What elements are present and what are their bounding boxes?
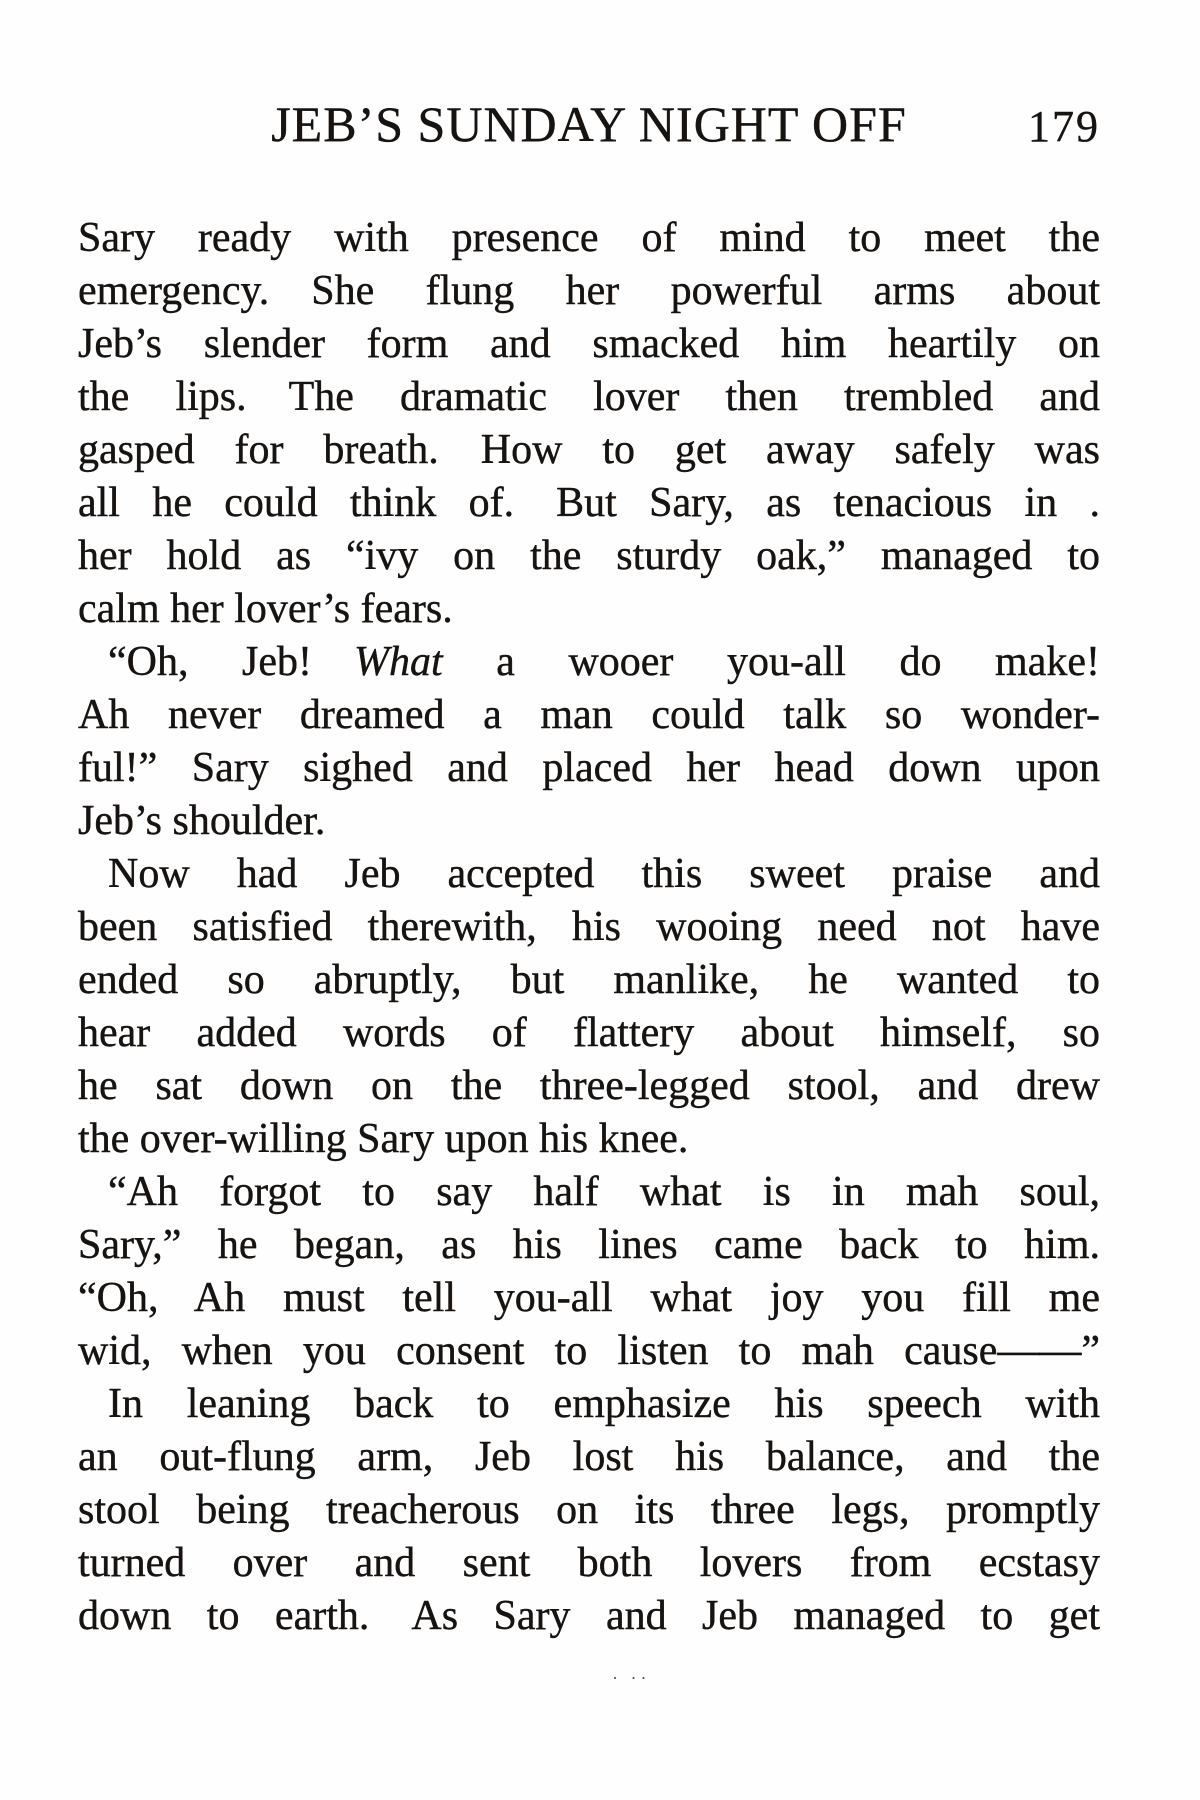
chapter-title: JEB’S SUNDAY NIGHT OFF — [271, 96, 907, 152]
text-segment: hear added words of flattery about himself, so — [78, 1010, 1100, 1056]
text-line — [78, 1166, 1100, 1219]
text-line — [78, 1378, 1100, 1431]
text-segment: gasped for breath. How to get away safely was — [78, 427, 1100, 473]
text-line — [78, 1060, 1100, 1113]
text-line — [78, 477, 1100, 530]
text-segment: been satisfied therewith, his wooing need not have — [78, 904, 1100, 950]
text-line — [78, 1590, 1100, 1643]
text-line — [78, 742, 1100, 795]
text-line — [78, 1325, 1100, 1378]
paragraph — [78, 636, 1100, 848]
text-line — [78, 636, 1100, 689]
paragraph — [78, 1166, 1100, 1378]
text-line — [78, 1272, 1100, 1325]
text-segment: Jeb’s slender form and smacked him heartily on — [78, 321, 1100, 367]
text-line — [78, 1113, 1100, 1166]
text-segment: emergency. She flung her powerful arms about — [78, 268, 1100, 314]
text-segment: Sary ready with presence of mind to meet the — [78, 215, 1100, 261]
text-line — [78, 1431, 1100, 1484]
text-line — [78, 848, 1100, 901]
text-line — [78, 318, 1100, 371]
paragraph — [78, 212, 1100, 636]
scan-speckle-artifact: · ·· — [612, 1668, 651, 1688]
text-segment: calm her lover’s fears. — [78, 586, 453, 632]
text-line — [78, 1484, 1100, 1537]
body-text — [78, 212, 1100, 1643]
text-line — [78, 689, 1100, 742]
text-segment: down to earth. As Sary and Jeb managed to get — [78, 1593, 1100, 1639]
text-line — [78, 424, 1100, 477]
text-segment: “Oh, Ah must tell you-all what joy you fill me — [78, 1275, 1100, 1321]
text-segment: Now had Jeb accepted this sweet praise and — [108, 851, 1100, 897]
paragraph — [78, 1378, 1100, 1643]
text-segment: In leaning back to emphasize his speech with — [108, 1381, 1100, 1427]
text-segment: “Ah forgot to say half what is in mah soul, — [108, 1169, 1100, 1215]
text-line — [78, 530, 1100, 583]
text-line — [78, 265, 1100, 318]
text-segment: Jeb’s shoulder. — [78, 798, 326, 844]
text-segment: all he could think of. But Sary, as tenacious in . — [78, 480, 1100, 526]
page-number: 179 — [1028, 102, 1100, 151]
text-segment: an out-flung arm, Jeb lost his balance, and the — [78, 1434, 1100, 1480]
text-line — [78, 583, 1100, 636]
text-line — [78, 371, 1100, 424]
text-segment: Ah never dreamed a man could talk so wonder- — [78, 692, 1100, 738]
text-segment: wid, when you consent to listen to mah cause——” — [78, 1328, 1100, 1374]
text-line — [78, 1219, 1100, 1272]
text-line — [78, 795, 1100, 848]
text-segment: Sary,” he began, as his lines came back to him. — [78, 1222, 1100, 1268]
text-segment: “Oh, Jeb! — [108, 639, 355, 685]
italic-word: What — [354, 639, 443, 685]
text-line — [78, 954, 1100, 1007]
running-header — [78, 96, 1100, 152]
text-segment: her hold as “ivy on the sturdy oak,” managed to — [78, 533, 1100, 579]
text-line — [78, 1007, 1100, 1060]
text-segment: the lips. The dramatic lover then trembled and — [78, 374, 1100, 420]
text-segment: ful!” Sary sighed and placed her head down upon — [78, 745, 1100, 791]
text-segment: the over-willing Sary upon his knee. — [78, 1116, 689, 1162]
text-segment: turned over and sent both lovers from ecstasy — [78, 1540, 1100, 1586]
text-line — [78, 901, 1100, 954]
text-line — [78, 212, 1100, 265]
text-segment: he sat down on the three-legged stool, and drew — [78, 1063, 1100, 1109]
paragraph — [78, 848, 1100, 1166]
text-line — [78, 1537, 1100, 1590]
text-segment: ended so abruptly, but manlike, he wanted to — [78, 957, 1100, 1003]
text-segment: stool being treacherous on its three legs, promptly — [78, 1487, 1100, 1533]
text-segment: a wooer you-all do make! — [442, 639, 1100, 685]
